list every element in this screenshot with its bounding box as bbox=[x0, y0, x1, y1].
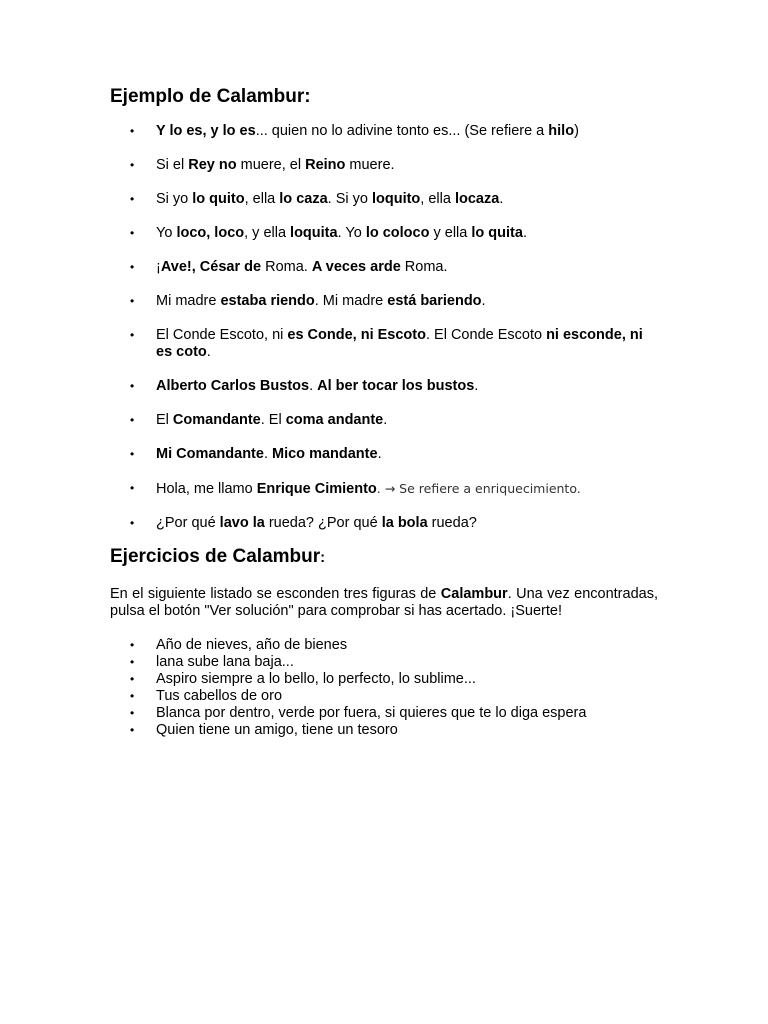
text-run: . bbox=[263, 446, 273, 462]
exercise-item: • Tus cabellos de oro bbox=[110, 688, 658, 705]
heading-ejemplo: Ejemplo de Calambur: bbox=[110, 86, 311, 107]
bold-text: loquito bbox=[371, 191, 421, 207]
text-run: , ella bbox=[420, 191, 455, 207]
bold-text: Y lo es, y lo es bbox=[156, 123, 256, 139]
heading-ejercicios bbox=[110, 545, 658, 570]
bold-text: lavo la bbox=[219, 515, 265, 531]
bold-text: Rey no bbox=[188, 157, 237, 173]
text-run: muere, el bbox=[236, 157, 306, 173]
text-run: Mi madre bbox=[156, 293, 221, 309]
bold-text: locaza bbox=[454, 191, 500, 207]
bold-text: lo caza bbox=[279, 191, 328, 207]
example-item bbox=[110, 480, 658, 498]
text-run: . bbox=[522, 225, 527, 241]
text-run: Si yo bbox=[156, 191, 193, 207]
bold-text: Calambur bbox=[440, 586, 508, 602]
text-run: ... quien no lo adivine tonto es... (Se refiere a bbox=[255, 123, 549, 139]
text-run: . El Conde Escoto bbox=[425, 327, 547, 343]
bold-text: es Conde, ni Escoto bbox=[287, 327, 426, 343]
text-run: . Yo bbox=[337, 225, 366, 241]
text-run: El bbox=[156, 412, 173, 428]
bold-text: hilo bbox=[548, 123, 575, 139]
bold-text: Comandante bbox=[172, 412, 261, 428]
bold-text: lo quita bbox=[471, 225, 523, 241]
text-run: y ella bbox=[429, 225, 472, 241]
example-item bbox=[110, 293, 658, 310]
example-item bbox=[110, 191, 658, 208]
text-run: Yo bbox=[156, 225, 177, 241]
text-run: ¡ bbox=[156, 259, 161, 275]
exercises-list bbox=[110, 637, 658, 739]
text-run: Hola, me llamo bbox=[156, 481, 257, 497]
bold-text: está bariendo bbox=[387, 293, 482, 309]
examples-list bbox=[110, 123, 658, 532]
text-run: . bbox=[377, 446, 382, 462]
exercise-item: • Quien tiene un amigo, tiene un tesoro bbox=[110, 722, 658, 739]
text-run: . El bbox=[260, 412, 286, 428]
text-run: . bbox=[499, 191, 504, 207]
bold-text: lo coloco bbox=[365, 225, 430, 241]
text-run: El Conde Escoto, ni bbox=[156, 327, 288, 343]
text-run: , ella bbox=[244, 191, 280, 207]
text-run: Roma. bbox=[400, 259, 448, 275]
text-run: . Si yo bbox=[327, 191, 372, 207]
bold-text: Mico mandante bbox=[272, 446, 378, 462]
text-run: rueda? bbox=[427, 515, 477, 531]
exercises-intro bbox=[110, 586, 658, 620]
exercise-item: • Año de nieves, año de bienes bbox=[110, 637, 658, 654]
text-run: ¿Por qué bbox=[156, 515, 220, 531]
bold-text: estaba riendo bbox=[220, 293, 315, 309]
text-run: . bbox=[474, 378, 479, 394]
bold-text: loco, loco bbox=[176, 225, 245, 241]
example-item bbox=[110, 225, 658, 242]
text-run: . → Se refiere a enriquecimiento. bbox=[376, 481, 581, 496]
bold-text: Reino bbox=[305, 157, 346, 173]
exercise-item: • Blanca por dentro, verde por fuera, si quieres que te lo diga espera bbox=[110, 705, 658, 722]
bold-text: Mi Comandante bbox=[156, 446, 264, 462]
text-run: Si el bbox=[156, 157, 189, 173]
text-run: . bbox=[309, 378, 318, 394]
text-run: . Una vez encontradas, pulsa el botón "Ver solución" para comprobar si has acertado. ¡Suerte! bbox=[110, 586, 658, 619]
bold-text: A veces arde bbox=[311, 259, 401, 275]
example-item bbox=[110, 259, 658, 276]
example-item bbox=[110, 378, 658, 395]
text-run: ) bbox=[574, 123, 579, 139]
example-item bbox=[110, 446, 658, 463]
text-run: Roma. bbox=[261, 259, 312, 275]
exercise-item: • lana sube lana baja... bbox=[110, 654, 658, 671]
heading-ejercicios-text: Ejercicios de Calambur bbox=[110, 546, 321, 567]
bold-text: loquita bbox=[290, 225, 338, 241]
example-item bbox=[110, 123, 658, 140]
example-item bbox=[110, 157, 658, 174]
bold-text: Ave!, César de bbox=[160, 259, 262, 275]
text-run: . bbox=[481, 293, 486, 309]
example-item bbox=[110, 327, 658, 361]
document-page bbox=[110, 85, 658, 739]
text-run: . Mi madre bbox=[314, 293, 388, 309]
bold-text: lo quito bbox=[192, 191, 245, 207]
text-run: . bbox=[383, 412, 388, 428]
text-run: En el siguiente listado se esconden tres figuras de bbox=[110, 586, 441, 602]
bold-text: la bola bbox=[381, 515, 428, 531]
example-item bbox=[110, 412, 658, 429]
example-item bbox=[110, 515, 658, 532]
text-run: , y ella bbox=[244, 225, 291, 241]
text-run: rueda? ¿Por qué bbox=[264, 515, 382, 531]
text-run: muere. bbox=[345, 157, 395, 173]
exercise-item: • Aspiro siempre a lo bello, lo perfecto, lo sublime... bbox=[110, 671, 658, 688]
bold-text: Enrique Cimiento bbox=[256, 481, 377, 497]
heading-ejercicios-colon: : bbox=[320, 549, 326, 566]
bold-text: Alberto Carlos Bustos bbox=[156, 378, 310, 394]
bold-text: ni esconde, ni es coto bbox=[156, 327, 643, 360]
text-run: . bbox=[206, 344, 211, 360]
bold-text: Al ber tocar los bustos bbox=[317, 378, 475, 394]
bold-text: coma andante bbox=[285, 412, 384, 428]
